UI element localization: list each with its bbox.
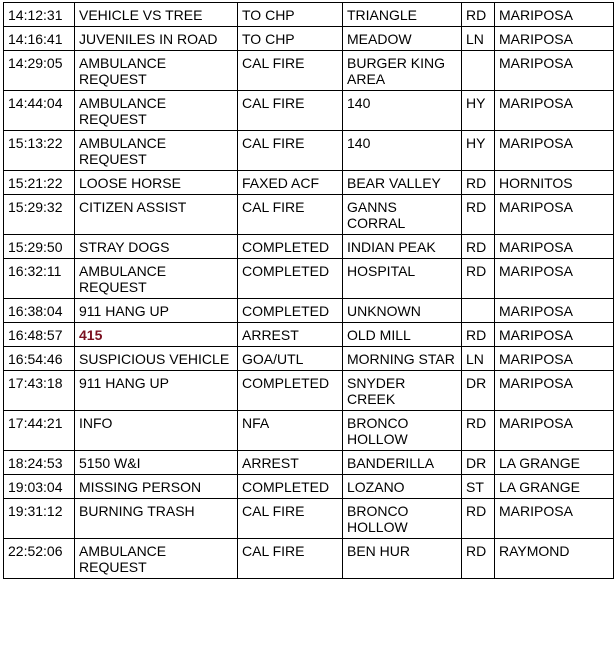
city-cell: LA GRANGE: [495, 475, 614, 499]
location-cell: BRONCO HOLLOW: [343, 411, 462, 451]
time-cell: 18:24:53: [4, 451, 75, 475]
call-type-cell: AMBULANCE REQUEST: [75, 259, 238, 299]
call-type-cell: AMBULANCE REQUEST: [75, 51, 238, 91]
disposition-cell: COMPLETED: [238, 475, 343, 499]
table-row: [4, 91, 614, 131]
call-type-cell: BURNING TRASH: [75, 499, 238, 539]
call-type-cell: 5150 W&I: [75, 451, 238, 475]
street-suffix-cell: RD: [462, 195, 495, 235]
table-row: [4, 299, 614, 323]
time-cell: 15:29:50: [4, 235, 75, 259]
time-cell: 15:21:22: [4, 171, 75, 195]
location-cell: INDIAN PEAK: [343, 235, 462, 259]
location-cell: BEAR VALLEY: [343, 171, 462, 195]
location-cell: GANNS CORRAL: [343, 195, 462, 235]
call-type-cell: AMBULANCE REQUEST: [75, 539, 238, 579]
city-cell: MARIPOSA: [495, 347, 614, 371]
city-cell: MARIPOSA: [495, 235, 614, 259]
location-cell: BANDERILLA: [343, 451, 462, 475]
disposition-cell: NFA: [238, 411, 343, 451]
disposition-cell: CAL FIRE: [238, 91, 343, 131]
city-cell: MARIPOSA: [495, 299, 614, 323]
disposition-cell: FAXED ACF: [238, 171, 343, 195]
time-cell: 16:48:57: [4, 323, 75, 347]
time-cell: 15:29:32: [4, 195, 75, 235]
street-suffix-cell: RD: [462, 3, 495, 27]
street-suffix-cell: [462, 299, 495, 323]
location-cell: LOZANO: [343, 475, 462, 499]
city-cell: MARIPOSA: [495, 259, 614, 299]
city-cell: MARIPOSA: [495, 27, 614, 51]
street-suffix-cell: RD: [462, 411, 495, 451]
time-cell: 19:31:12: [4, 499, 75, 539]
call-type-cell: 415: [75, 323, 238, 347]
location-cell: UNKNOWN: [343, 299, 462, 323]
disposition-cell: GOA/UTL: [238, 347, 343, 371]
table-row: [4, 131, 614, 171]
table-row: [4, 171, 614, 195]
disposition-cell: ARREST: [238, 451, 343, 475]
call-type-cell: LOOSE HORSE: [75, 171, 238, 195]
call-type-cell: INFO: [75, 411, 238, 451]
call-type-cell: AMBULANCE REQUEST: [75, 131, 238, 171]
location-cell: MEADOW: [343, 27, 462, 51]
street-suffix-cell: RD: [462, 171, 495, 195]
time-cell: 16:32:11: [4, 259, 75, 299]
call-type-cell: AMBULANCE REQUEST: [75, 91, 238, 131]
table-row: [4, 539, 614, 579]
disposition-cell: CAL FIRE: [238, 539, 343, 579]
location-cell: HOSPITAL: [343, 259, 462, 299]
table-row: [4, 27, 614, 51]
street-suffix-cell: DR: [462, 371, 495, 411]
call-type-cell: CITIZEN ASSIST: [75, 195, 238, 235]
city-cell: MARIPOSA: [495, 91, 614, 131]
city-cell: MARIPOSA: [495, 323, 614, 347]
street-suffix-cell: ST: [462, 475, 495, 499]
call-type-cell: 911 HANG UP: [75, 371, 238, 411]
call-type-cell: VEHICLE VS TREE: [75, 3, 238, 27]
street-suffix-cell: HY: [462, 91, 495, 131]
city-cell: HORNITOS: [495, 171, 614, 195]
call-type-cell: STRAY DOGS: [75, 235, 238, 259]
call-log-table: [3, 2, 614, 579]
street-suffix-cell: HY: [462, 131, 495, 171]
table-row: [4, 323, 614, 347]
location-cell: BRONCO HOLLOW: [343, 499, 462, 539]
location-cell: BEN HUR: [343, 539, 462, 579]
table-row: [4, 499, 614, 539]
disposition-cell: ARREST: [238, 323, 343, 347]
time-cell: 17:43:18: [4, 371, 75, 411]
disposition-cell: CAL FIRE: [238, 131, 343, 171]
disposition-cell: COMPLETED: [238, 235, 343, 259]
location-cell: TRIANGLE: [343, 3, 462, 27]
street-suffix-cell: RD: [462, 539, 495, 579]
street-suffix-cell: RD: [462, 259, 495, 299]
location-cell: SNYDER CREEK: [343, 371, 462, 411]
time-cell: 14:12:31: [4, 3, 75, 27]
call-log-body: [4, 3, 614, 579]
location-cell: 140: [343, 131, 462, 171]
city-cell: LA GRANGE: [495, 451, 614, 475]
disposition-cell: CAL FIRE: [238, 195, 343, 235]
call-type-cell: SUSPICIOUS VEHICLE: [75, 347, 238, 371]
call-type-cell: MISSING PERSON: [75, 475, 238, 499]
city-cell: MARIPOSA: [495, 371, 614, 411]
table-row: [4, 475, 614, 499]
disposition-cell: TO CHP: [238, 3, 343, 27]
street-suffix-cell: [462, 51, 495, 91]
street-suffix-cell: RD: [462, 499, 495, 539]
time-cell: 17:44:21: [4, 411, 75, 451]
street-suffix-cell: DR: [462, 451, 495, 475]
time-cell: 15:13:22: [4, 131, 75, 171]
time-cell: 16:38:04: [4, 299, 75, 323]
city-cell: MARIPOSA: [495, 499, 614, 539]
street-suffix-cell: RD: [462, 323, 495, 347]
disposition-cell: COMPLETED: [238, 371, 343, 411]
street-suffix-cell: LN: [462, 27, 495, 51]
time-cell: 14:29:05: [4, 51, 75, 91]
disposition-cell: CAL FIRE: [238, 51, 343, 91]
disposition-cell: COMPLETED: [238, 259, 343, 299]
time-cell: 16:54:46: [4, 347, 75, 371]
location-cell: BURGER KING AREA: [343, 51, 462, 91]
table-row: [4, 3, 614, 27]
disposition-cell: TO CHP: [238, 27, 343, 51]
table-row: [4, 347, 614, 371]
time-cell: 14:16:41: [4, 27, 75, 51]
street-suffix-cell: RD: [462, 235, 495, 259]
time-cell: 19:03:04: [4, 475, 75, 499]
call-type-cell: 911 HANG UP: [75, 299, 238, 323]
city-cell: MARIPOSA: [495, 195, 614, 235]
street-suffix-cell: LN: [462, 347, 495, 371]
call-type-cell: JUVENILES IN ROAD: [75, 27, 238, 51]
table-row: [4, 371, 614, 411]
table-row: [4, 451, 614, 475]
table-row: [4, 235, 614, 259]
table-row: [4, 195, 614, 235]
table-row: [4, 51, 614, 91]
location-cell: OLD MILL: [343, 323, 462, 347]
table-row: [4, 411, 614, 451]
disposition-cell: COMPLETED: [238, 299, 343, 323]
city-cell: MARIPOSA: [495, 51, 614, 91]
city-cell: MARIPOSA: [495, 131, 614, 171]
location-cell: 140: [343, 91, 462, 131]
city-cell: RAYMOND: [495, 539, 614, 579]
location-cell: MORNING STAR: [343, 347, 462, 371]
disposition-cell: CAL FIRE: [238, 499, 343, 539]
time-cell: 22:52:06: [4, 539, 75, 579]
city-cell: MARIPOSA: [495, 3, 614, 27]
time-cell: 14:44:04: [4, 91, 75, 131]
table-row: [4, 259, 614, 299]
city-cell: MARIPOSA: [495, 411, 614, 451]
